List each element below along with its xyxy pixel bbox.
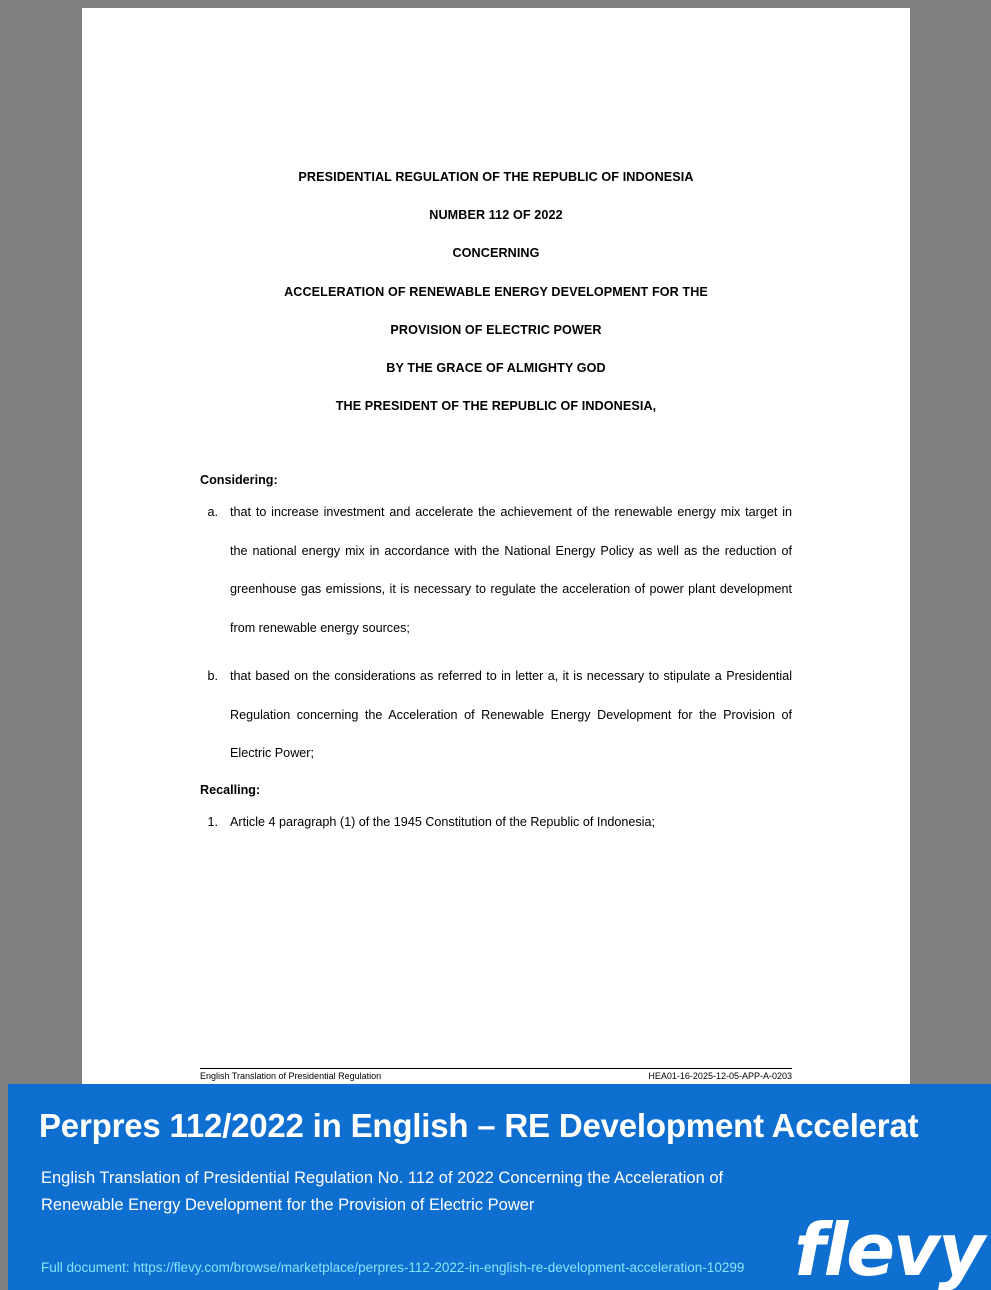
list-item [200, 803, 792, 842]
title-line-2: NUMBER 112 OF 2022 [429, 208, 563, 223]
document-body [200, 158, 792, 851]
spacer [200, 425, 792, 473]
title-line-4: ACCELERATION OF RENEWABLE ENERGY DEVELOPMENT FOR THE [284, 284, 708, 299]
list-item [200, 493, 792, 647]
list-marker: 1. [207, 814, 218, 829]
title-line-5: PROVISION OF ELECTRIC POWER [390, 322, 602, 337]
recalling-list [200, 803, 792, 842]
banner-subtitle: English Translation of Presidential Regulation No. 112 of 2022 Concerning the Acceleration of Renewable Energy Development for the Provision of Electric Power [41, 1169, 724, 1214]
footer-divider [200, 1068, 792, 1069]
considering-list [200, 493, 792, 773]
list-text: that to increase investment and accelerate the achievement of the renewable energy mix target in the national energy mix in accordance with the National Energy Policy as well as the reduction of greenhouse gas emissions, it is necessary to regulate the acceleration of power plant development from renewable energy sources; [230, 505, 792, 635]
title-line-6: BY THE GRACE OF ALMIGHTY GOD [386, 361, 606, 376]
considering-label: Considering: [200, 473, 278, 488]
list-marker: b. [207, 669, 218, 684]
flevy-banner [8, 1084, 991, 1290]
footer-right-text: HEA01-16-2025-12-05-APP-A-0203 [648, 1071, 792, 1081]
recalling-label: Recalling: [200, 782, 261, 797]
footer-left-text: English Translation of Presidential Regulation [200, 1071, 382, 1081]
banner-document-link[interactable]: Full document: https://flevy.com/browse/marketplace/perpres-112-2022-in-english-re-development-acceleration-10299 [41, 1260, 745, 1275]
banner-title: Perpres 112/2022 in English – RE Development Accelerat [39, 1107, 919, 1144]
list-text: that based on the considerations as referred to in letter a, it is necessary to stipulate a Presidential Regulation concerning the Acceleration of Renewable Energy Development for the Provision of Electric Power; [230, 669, 792, 761]
document-page [82, 8, 910, 1087]
title-line-7: THE PRESIDENT OF THE REPUBLIC OF INDONESIA, [335, 399, 657, 414]
list-item [200, 657, 792, 773]
flevy-logo: flevy [794, 1208, 983, 1290]
list-marker: a. [207, 505, 218, 520]
title-line-1: PRESIDENTIAL REGULATION OF THE REPUBLIC OF INDONESIA [298, 170, 694, 184]
document-title-block [200, 158, 792, 425]
list-text: Article 4 paragraph (1) of the 1945 Constitution of the Republic of Indonesia; [230, 814, 655, 829]
title-line-3: CONCERNING [452, 246, 540, 261]
document-footer [200, 1071, 792, 1081]
